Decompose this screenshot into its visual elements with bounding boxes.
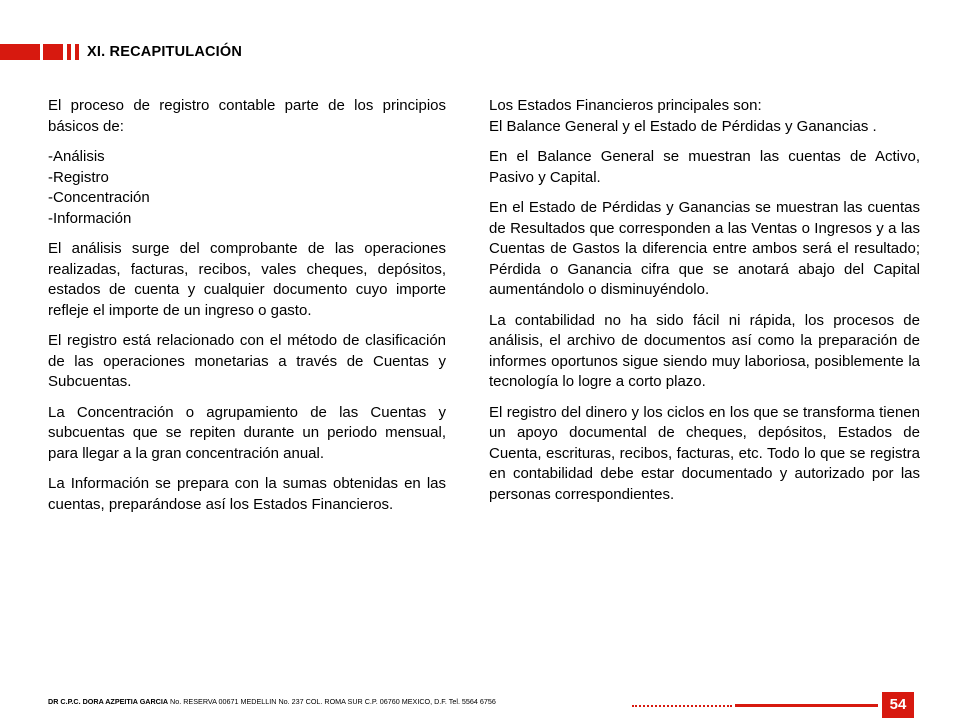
list-item: -Concentración: [48, 189, 150, 206]
footer-text: [48, 697, 496, 706]
left-intro-paragraph: El proceso de registro contable parte de los principios básicos de:: [48, 97, 446, 135]
right-intro-rest: El Balance General y el Estado de Pérdidas y Ganancias .: [489, 117, 877, 135]
contabilidad-paragraph: La contabilidad no ha sido fácil ni rápida, los procesos de análisis, el archivo de documentos así como la preparación de informes oportunos sigue siendo muy laboriosa, posiblemente la tecnología lo logre a corto plazo.: [489, 311, 920, 390]
concentracion-paragraph: La Concentración o agrupamiento de las Cuentas y subcuentas que se repiten durante un periodo mensual, para llegar a la gran concentración anual.: [48, 403, 446, 462]
section-title: XI. RECAPITULACIÓN: [87, 44, 243, 60]
list-item: -Información: [48, 209, 132, 227]
registro-dinero-paragraph: El registro del dinero y los ciclos en los que se transforma tienen un apoyo documental de cheques, depósitos, Estados de Cuenta, escrituras, recibos, facturas, etc. Todo lo que se registra en contabilidad debe estar documentado y autorizado por las personas correspondientes.: [489, 403, 920, 503]
footer-dotted-line: [632, 705, 732, 707]
footer-details: No. RESERVA 00671 MEDELLIN No. 237 COL. ROMA SUR C.P. 06760 MEXICO, D.F. Tel. 5564 6756: [168, 697, 496, 706]
perdidas-ganancias-paragraph: En el Estado de Pérdidas y Ganancias se muestran las cuentas de Resultados que corresponden a las Ventas o Ingresos y a las Cuentas de Gastos la diferencia entre ambos será el resultado; Pérdida o Ganancia cifra que se anotará abajo del Capital aumentándolo o disminuyéndolo.: [489, 199, 920, 298]
analysis-paragraph: El análisis surge del comprobante de las operaciones realizadas, facturas, recibos, vales cheques, depósitos, estados de cuenta y cualquier documento cuyo importe refleje el importe de un ingreso o gasto.: [48, 240, 446, 319]
page-number-badge: 54: [882, 692, 914, 718]
right-column: [489, 96, 920, 515]
left-column: [48, 96, 446, 525]
principles-list: [48, 147, 446, 229]
footer-author: DR C.P.C. DORA AZPEITIA GARCIA: [48, 697, 169, 706]
header-bar: [67, 44, 71, 60]
list-item: -Registro: [48, 168, 109, 186]
registro-paragraph: El registro está relacionado con el método de clasificación de las operaciones monetarias a través de Cuentas y Subcuentas.: [48, 332, 446, 390]
footer-rule: [735, 704, 878, 707]
right-intro-line: Los Estados Financieros principales son:: [489, 97, 762, 114]
list-item: -Análisis: [48, 148, 105, 165]
balance-paragraph: En el Balance General se muestran las cuentas de Activo, Pasivo y Capital.: [489, 148, 920, 186]
header-bar: [43, 44, 63, 60]
header-bar: [75, 44, 79, 60]
header-bar: [0, 44, 40, 60]
informacion-paragraph: La Información se prepara con la sumas obtenidas en las cuentas, preparándose así los Estados Financieros.: [48, 475, 446, 513]
